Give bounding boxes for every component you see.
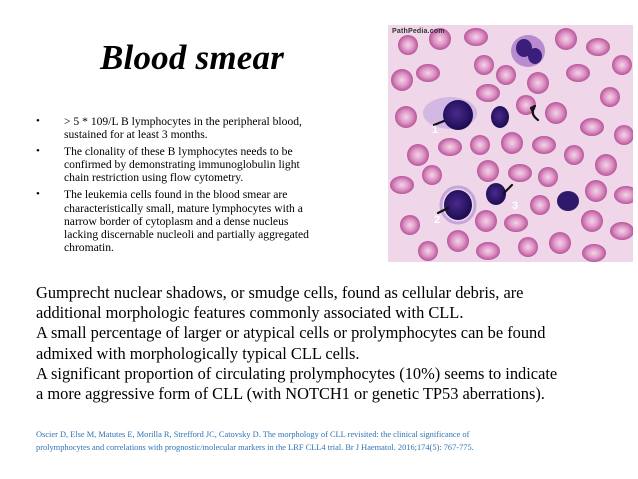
- red-blood-cell: [447, 230, 469, 252]
- red-blood-cell: [438, 138, 462, 156]
- lymphocyte-3: [557, 191, 579, 211]
- bullet-line: The clonality of these B lymphocytes needs to be: [64, 145, 293, 159]
- bullet-line: The leukemia cells found in the blood smear are: [64, 188, 288, 202]
- red-blood-cell: [555, 28, 577, 50]
- red-blood-cell: [476, 84, 500, 102]
- red-blood-cell: [600, 87, 620, 107]
- red-blood-cell: [496, 65, 516, 85]
- red-blood-cell: [595, 154, 617, 176]
- bullet-item: [36, 145, 388, 184]
- red-blood-cell: [398, 35, 418, 55]
- slide-title: Blood smear: [100, 38, 285, 77]
- citation-line: prolymphocytes and correlations with prognostic/molecular markers in the LRF CLL4 trial. Br J Haematol. 2016;174(5): 767-775.: [36, 442, 474, 452]
- red-blood-cell: [564, 145, 584, 165]
- red-blood-cell: [464, 28, 488, 46]
- image-watermark: PathPedia.com: [392, 28, 445, 35]
- paragraph-line: a more aggressive form of CLL (with NOTCH1 or genetic TP53 aberrations).: [36, 384, 545, 404]
- paragraph-line: Gumprecht nuclear shadows, or smudge cells, found as cellular debris, are: [36, 283, 524, 302]
- red-blood-cell: [504, 214, 528, 232]
- bullet-item: [36, 115, 388, 141]
- lymphocyte-small: [491, 106, 509, 128]
- label-2: 2: [434, 214, 441, 226]
- red-blood-cell: [475, 210, 497, 232]
- red-blood-cell: [477, 160, 499, 182]
- bullet-marker: •: [36, 145, 40, 158]
- red-blood-cell: [581, 210, 603, 232]
- red-blood-cell: [476, 242, 500, 260]
- bullet-line: confirmed by demonstrating immunoglobulin light: [64, 158, 300, 172]
- red-blood-cell: [407, 144, 429, 166]
- bullet-line: lacking discernable nucleoli and partially aggregated: [64, 227, 309, 241]
- red-blood-cell: [390, 176, 414, 194]
- bullet-line: chromatin.: [64, 240, 114, 254]
- blood-smear-micrograph: [388, 25, 633, 262]
- lymphocyte-1-nucleus: [443, 100, 473, 130]
- red-blood-cell: [518, 237, 538, 257]
- bullet-line: sustained for at least 3 months.: [64, 128, 208, 142]
- citation: [36, 429, 626, 454]
- red-blood-cell: [527, 72, 549, 94]
- bullet-line: narrow border of cytoplasm and a dense nucleus: [64, 214, 289, 228]
- label-1: 1: [432, 124, 439, 136]
- red-blood-cell: [530, 195, 550, 215]
- red-blood-cell: [545, 102, 567, 124]
- bullet-list: [36, 115, 388, 258]
- red-blood-cell: [532, 136, 556, 154]
- red-blood-cell: [586, 38, 610, 56]
- red-blood-cell: [474, 55, 494, 75]
- red-blood-cell: [470, 135, 490, 155]
- micrograph-svg: [388, 25, 633, 262]
- red-blood-cell: [391, 69, 413, 91]
- red-blood-cell: [538, 167, 558, 187]
- bullet-line: > 5 * 109/L B lymphocytes in the peripheral blood,: [64, 115, 302, 128]
- paragraph-line: additional morphologic features commonly associated with CLL.: [36, 303, 464, 323]
- red-blood-cell: [580, 118, 604, 136]
- paragraph-line: admixed with morphologically typical CLL cells.: [36, 343, 360, 363]
- bullet-marker: •: [36, 188, 40, 201]
- bullet-line: chain restriction using flow cytometry.: [64, 171, 244, 185]
- red-blood-cell: [566, 64, 590, 82]
- body-paragraph: [36, 283, 626, 404]
- bullet-marker: •: [36, 115, 40, 127]
- red-blood-cell: [400, 215, 420, 235]
- label-3: 3: [512, 200, 519, 212]
- red-blood-cell: [549, 232, 571, 254]
- red-blood-cell: [422, 165, 442, 185]
- red-blood-cell: [610, 222, 633, 240]
- paragraph-line: A small percentage of larger or atypical cells or prolymphocytes can be found: [36, 323, 546, 343]
- granulocyte-nucleus-lobe: [528, 48, 542, 64]
- red-blood-cell: [416, 64, 440, 82]
- lymphocyte-2-nucleus: [444, 190, 472, 220]
- red-blood-cell: [612, 55, 632, 75]
- citation-line: Oscier D, Else M, Matutes E, Morilla R, Strefford JC, Catovsky D. The morphology of CLL revisited: the clinical significance of: [36, 430, 470, 439]
- red-blood-cell: [395, 106, 417, 128]
- red-blood-cell: [501, 132, 523, 154]
- red-blood-cell: [582, 244, 606, 262]
- red-blood-cell: [508, 164, 532, 182]
- bullet-line: characteristically small, mature lymphocytes with a: [64, 201, 303, 215]
- red-blood-cell: [585, 180, 607, 202]
- red-blood-cell: [418, 241, 438, 261]
- paragraph-line: A significant proportion of circulating prolymphocytes (10%) seems to indicate: [36, 363, 558, 383]
- bullet-item: [36, 188, 388, 253]
- smudge-cell: [486, 183, 506, 205]
